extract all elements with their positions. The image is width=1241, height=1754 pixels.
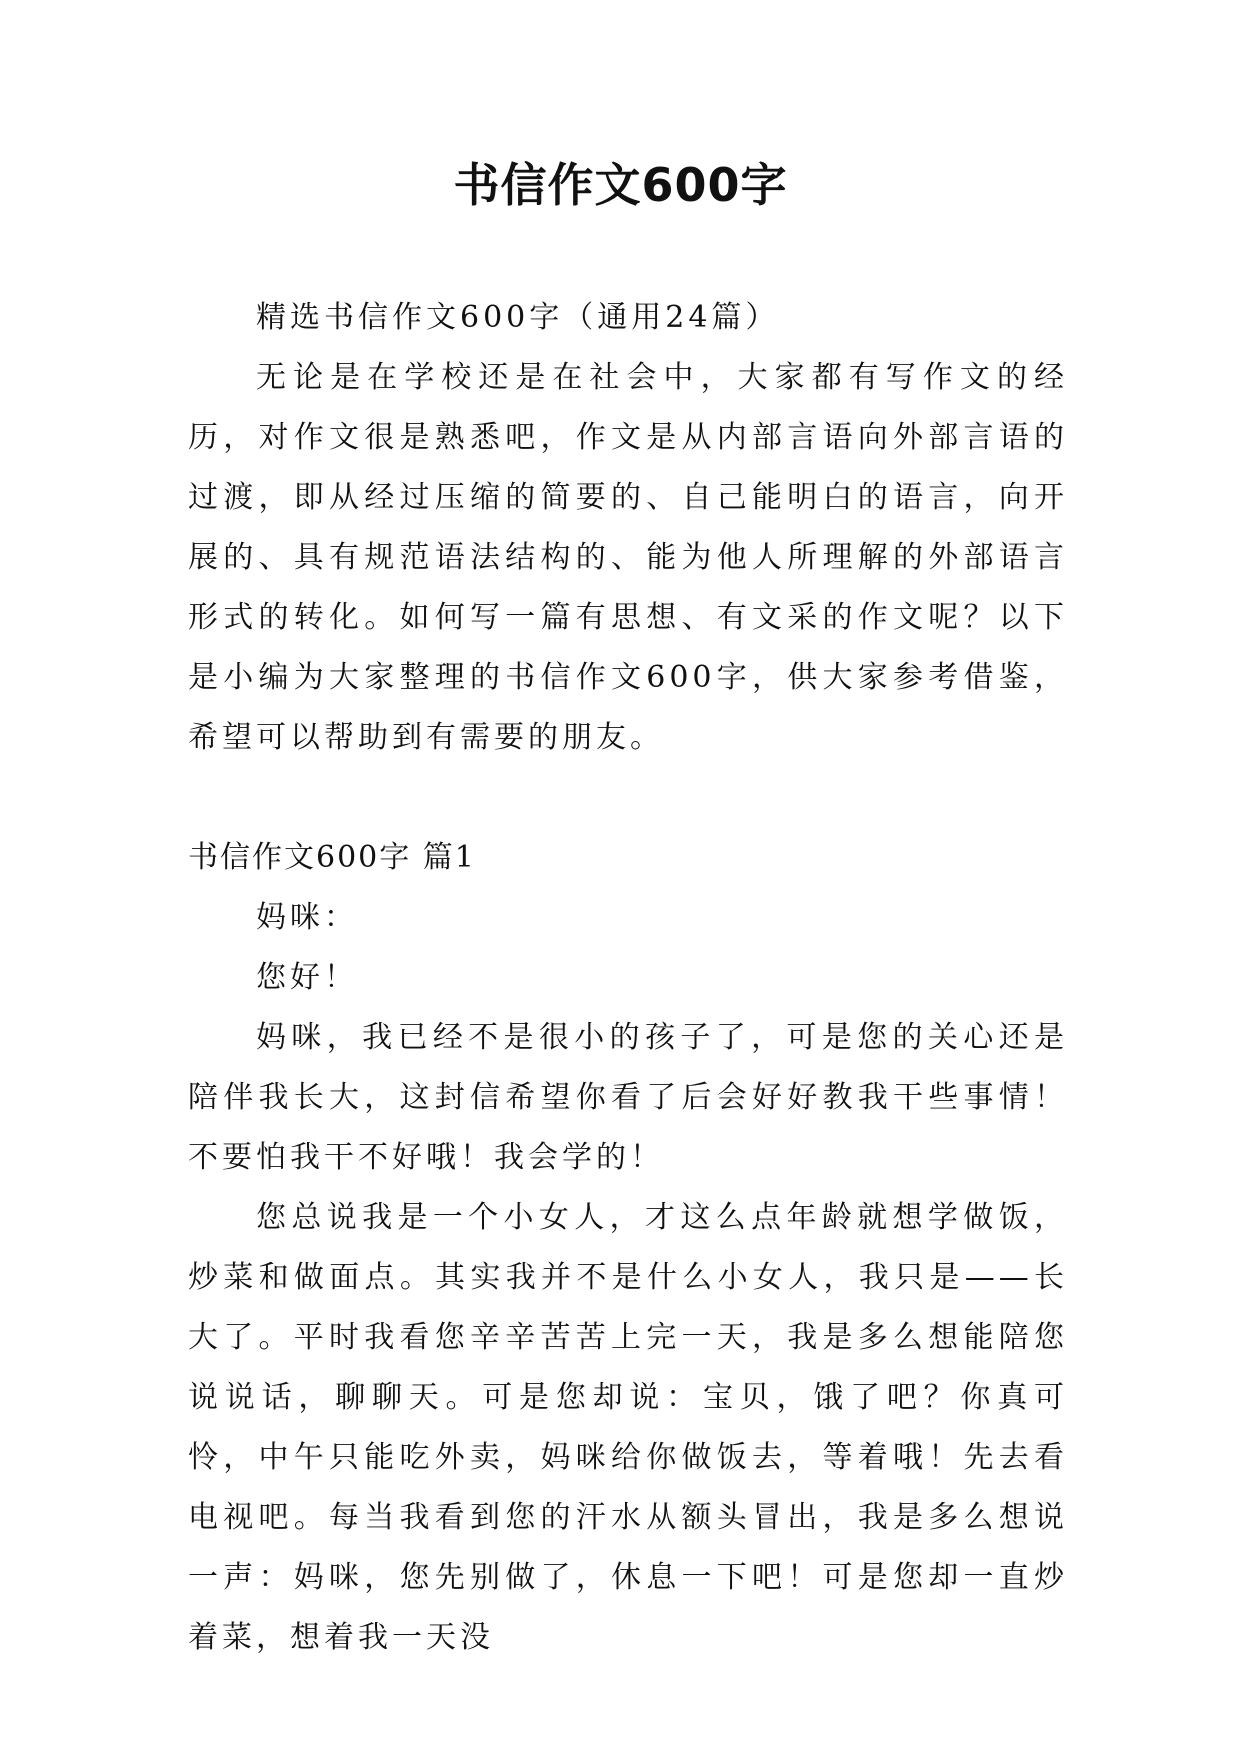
letter-salutation: 妈咪： (256, 900, 358, 935)
document-title: 书信作文600字 (453, 158, 788, 212)
document-body (188, 288, 1068, 1668)
document-subtitle: 精选书信作文600字（通用24篇） (256, 300, 780, 335)
letter-greeting: 您好！ (256, 960, 358, 995)
section-heading: 书信作文600字 篇1 (188, 840, 476, 875)
letter-paragraph-2: 您总说我是一个小女人，才这么点年龄就想学做饭，炒菜和做面点。其实我并不是什么小女人，我只是——长大了。平时我看您辛辛苦苦上完一天，我是多么想能陪您说说话，聊聊天。可是您却说：宝贝，饿了吧？你真可怜，中午只能吃外卖，妈咪给你做饭去，等着哦！先去看电视吧。每当我看到您的汗水从额头冒出，我是多么想说一声：妈咪，您先别做了，休息一下吧！可是您却一直炒着菜，想着我一天没 (188, 1200, 1068, 1655)
intro-paragraph: 无论是在学校还是在社会中，大家都有写作文的经历，对作文很是熟悉吧，作文是从内部言语向外部言语的过渡，即从经过压缩的简要的、自己能明白的语言，向开展的、具有规范语法结构的、能为他人所理解的外部语言形式的转化。如何写一篇有思想、有文采的作文呢？以下是小编为大家整理的书信作文600字，供大家参考借鉴，希望可以帮助到有需要的朋友。 (188, 360, 1068, 755)
letter-paragraph-1: 妈咪，我已经不是很小的孩子了，可是您的关心还是陪伴我长大，这封信希望你看了后会好好教我干些事情！不要怕我干不好哦！我会学的！ (188, 1020, 1068, 1175)
